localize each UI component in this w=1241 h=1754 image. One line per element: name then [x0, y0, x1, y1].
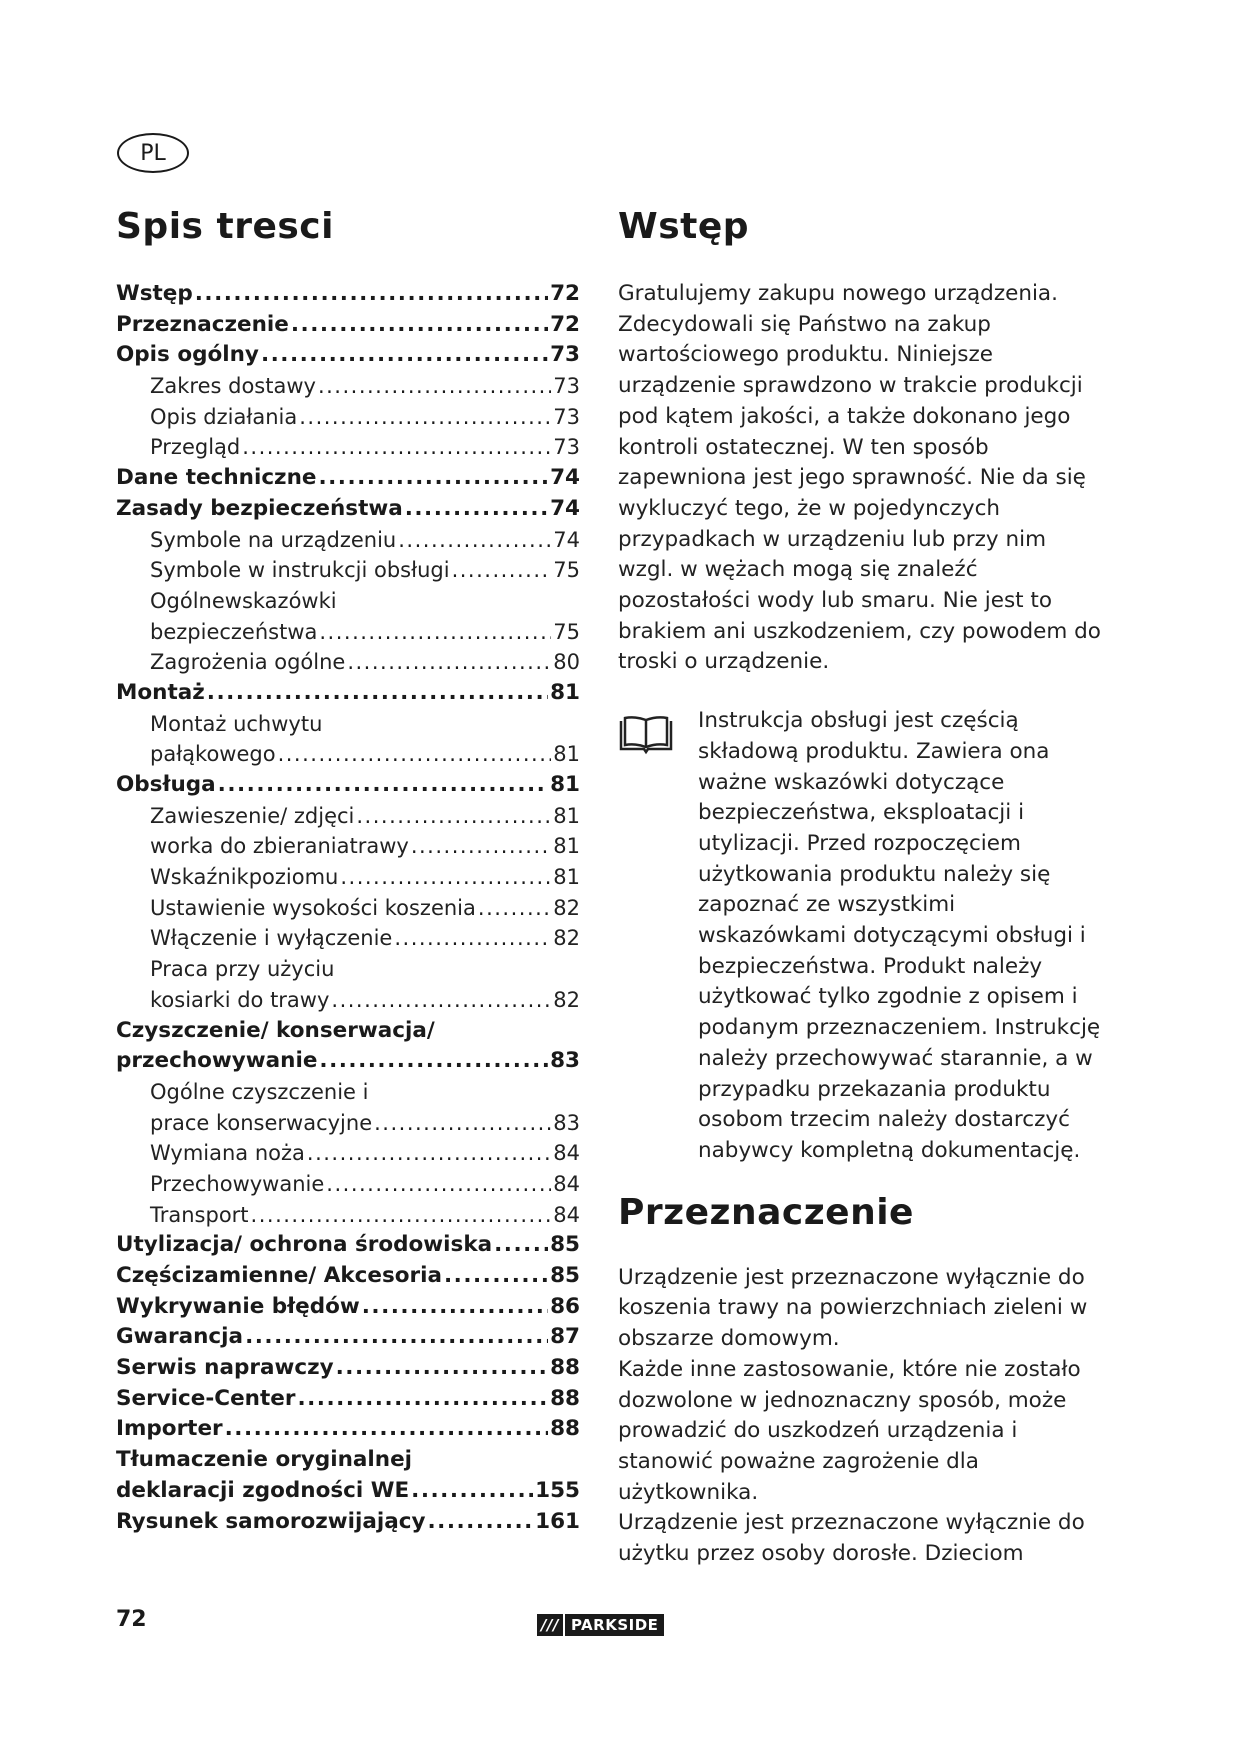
toc-entry	[116, 678, 580, 709]
toc-entry-page: 73	[553, 435, 580, 460]
toc-entry-label: Włączenie i wyłączenie	[150, 926, 393, 951]
toc-leader-dots	[362, 1292, 548, 1323]
toc-entry	[116, 279, 580, 310]
toc-entry-label: Ogólnewskazówki	[150, 588, 337, 613]
toc-entry-label: Zasady bezpieczeństwa	[116, 495, 403, 521]
toc-entry-page: 81	[553, 834, 580, 859]
toc-entry-label: worka do zbieraniatrawy	[150, 834, 409, 859]
toc-entry-label: Przegląd	[150, 435, 241, 460]
toc-entry-page: 161	[535, 1508, 580, 1534]
toc-entry	[116, 1292, 580, 1323]
toc-entry-page: 87	[550, 1324, 580, 1350]
toc-leader-dots	[411, 831, 551, 862]
purpose-p3: Urządzenie jest przeznaczone wyłącznie do użytku przez osoby dorosłe. Dzieciom	[618, 1510, 1085, 1567]
toc-entry	[116, 801, 580, 832]
toc-entry-label: Montaż	[116, 679, 205, 705]
toc-leader-dots	[195, 279, 548, 310]
manual-note	[618, 706, 1103, 1167]
toc-leader-dots	[318, 371, 551, 402]
toc-leader-dots	[291, 310, 548, 341]
toc-entry	[116, 1261, 580, 1292]
toc-title: Spis tresci	[116, 206, 334, 247]
intro-title: Wstęp	[618, 206, 750, 247]
toc-entry-label: deklaracji zgodności WE	[116, 1477, 410, 1503]
toc-leader-dots	[336, 1353, 548, 1384]
toc-entry-label: Opis działania	[150, 404, 298, 429]
toc-entry	[116, 647, 580, 678]
toc-entry	[116, 709, 580, 740]
toc-entry-page: 73	[553, 404, 580, 429]
purpose-p2: Każde inne zastosowanie, które nie zostało dozwolone w jednoznaczny sposób, może prowadzić do uszkodzeń urządzenia i stanowić poważne zagrożenie dla użytkownika.	[618, 1356, 1081, 1505]
toc-entry	[116, 310, 580, 341]
toc-entry	[116, 1322, 580, 1353]
toc-entry-label: kosiarki do trawy	[150, 987, 330, 1012]
toc-leader-dots	[374, 1108, 551, 1139]
toc-entry-label: Ogólne czyszczenie i	[150, 1079, 369, 1104]
purpose-p1: Urządzenie jest przeznaczone wyłącznie do koszenia trawy na powierzchniach zieleni w obszarze domowym.	[618, 1264, 1088, 1352]
toc-entry-page: 84	[553, 1202, 580, 1227]
toc-leader-dots	[452, 555, 552, 586]
lang-badge: PL	[117, 133, 189, 173]
toc-entry-label: Ustawienie wysokości koszenia	[150, 895, 476, 920]
toc-leader-dots	[318, 463, 548, 494]
purpose-title: Przeznaczenie	[618, 1191, 914, 1233]
toc-leader-dots	[428, 1507, 534, 1538]
toc-entry-page: 72	[550, 281, 580, 306]
toc-entry	[116, 770, 580, 801]
toc-entry-page: 86	[550, 1293, 580, 1319]
toc-entry-label: Tłumaczenie oryginalnej	[116, 1447, 413, 1473]
toc-entry-label: Czyszczenie/ konserwacja/	[116, 1017, 435, 1043]
toc-entry-page: 81	[553, 803, 580, 828]
toc-leader-dots	[245, 1322, 548, 1353]
toc-entry-page: 84	[553, 1141, 580, 1166]
toc-entry-page: 74	[550, 465, 580, 491]
toc-leader-dots	[242, 432, 551, 463]
toc-leader-dots	[297, 1384, 548, 1415]
toc-entry	[116, 494, 580, 525]
toc-entry	[116, 525, 580, 556]
toc-entry-page: 82	[553, 895, 580, 920]
book-icon	[618, 716, 674, 756]
toc-entry-label: Transport	[150, 1202, 249, 1227]
toc-entry-page: 88	[550, 1416, 580, 1442]
toc-entry	[116, 586, 580, 617]
toc-entry-label: Symbole w instrukcji obsługi	[150, 558, 450, 583]
toc-entry-label: Częścizamienne/ Akcesoria	[116, 1263, 443, 1288]
toc-entry-label: bezpieczeństwa	[150, 619, 318, 644]
toc-entry-label: Opis ogólny	[116, 342, 259, 368]
toc-entry-label: przechowywanie	[116, 1048, 318, 1074]
toc-entry-label: Przeznaczenie	[116, 311, 289, 337]
toc-entry-label: Przechowywanie	[150, 1171, 325, 1196]
toc-entry-page: 80	[553, 650, 580, 675]
toc-entry-page: 81	[553, 865, 580, 890]
toc-entry	[116, 1200, 580, 1231]
toc-entry	[116, 954, 580, 985]
toc-entry	[116, 340, 580, 371]
toc-entry-page: 73	[550, 342, 580, 368]
toc-entry-label: Montaż uchwytu	[150, 711, 323, 736]
note-text: Instrukcja obsługi jest częścią składową produktu. Zawiera ona ważne wskazówki dotyczące bezpieczeństwa, eksploatacji i utylizacji. Przed rozpoczęciem użytkowania produktu należy się zapoznać ze wszystkimi wskazówkami dotyczącymi obsługi i bezpieczeństwa. Produkt należy użytkować tylko zgodnie z opisem i podanym przeznaczeniem. Instrukcję należy przechowywać starannie, a w przypadku przekazania produktu osobom trzecim należy dostarczyć nabywcy kompletną dokumentację.	[698, 708, 1101, 1163]
toc-list	[116, 279, 580, 1537]
toc-entry-page: 82	[553, 926, 580, 951]
toc-entry-page: 83	[550, 1048, 580, 1074]
toc-entry-label: Obsługa	[116, 772, 216, 797]
toc-entry-label: Zagrożenia ogólne	[150, 650, 346, 675]
toc-leader-dots	[405, 494, 548, 525]
toc-entry-label: Zakres dostawy	[150, 374, 316, 399]
toc-entry-page: 88	[550, 1355, 580, 1381]
toc-entry	[116, 432, 580, 463]
toc-leader-dots	[478, 893, 551, 924]
toc-entry-label: Rysunek samorozwijający	[116, 1508, 426, 1534]
toc-entry-page: 88	[550, 1385, 580, 1411]
intro-paragraph: Gratulujemy zakupu nowego urządzenia. Zdecydowali się Państwo na zakup wartościowego produktu. Niniejsze urządzenie sprawdzono w trakcie produkcji pod kątem jakości, a także dokonano jego kontroli ostatecznej. W ten sposób zapewniona jest jego sprawność. Nie da się wykluczyć tego, że w pojedynczych przypadkach w urządzeniu lub przy nim wzgl. w wężach mogą się znaleźć pozostałości wody lub smaru. Nie jest to brakiem ani uszkodzeniem, czy powodem do troski o urządzenie.	[618, 281, 1101, 675]
page-number: 72	[116, 1607, 147, 1632]
toc-leader-dots	[299, 402, 551, 433]
toc-entry	[116, 831, 580, 862]
toc-leader-dots	[319, 1046, 548, 1077]
toc-entry	[116, 1169, 580, 1200]
toc-entry-page: 85	[550, 1263, 580, 1288]
toc-entry	[116, 893, 580, 924]
toc-section	[116, 203, 580, 1537]
toc-entry	[116, 1476, 580, 1507]
toc-entry-label: Zawieszenie/ zdjęci	[150, 803, 355, 828]
toc-leader-dots	[394, 923, 551, 954]
toc-entry-page: 75	[553, 558, 580, 583]
content-column	[618, 203, 1103, 1570]
toc-entry	[116, 371, 580, 402]
toc-leader-dots	[356, 801, 551, 832]
toc-entry	[116, 1384, 580, 1415]
toc-entry-label: Wskaźnikpoziomu	[150, 865, 339, 890]
toc-entry	[116, 923, 580, 954]
toc-leader-dots	[261, 340, 548, 371]
toc-entry-page: 74	[550, 495, 580, 521]
toc-entry-label: pałąkowego	[150, 742, 276, 767]
toc-entry	[116, 402, 580, 433]
logo-name: PARKSIDE	[563, 1614, 664, 1636]
toc-leader-dots	[340, 862, 551, 893]
toc-leader-dots	[326, 1169, 551, 1200]
toc-entry-page: 75	[553, 619, 580, 644]
toc-entry	[116, 1138, 580, 1169]
toc-entry-label: prace konserwacyjne	[150, 1110, 373, 1135]
toc-entry-label: Utylizacja/ ochrona środowiska	[116, 1232, 493, 1258]
toc-leader-dots	[494, 1230, 548, 1261]
toc-entry	[116, 1077, 580, 1108]
toc-leader-dots	[218, 770, 548, 801]
toc-entry-page: 85	[550, 1232, 580, 1258]
toc-entry	[116, 862, 580, 893]
toc-entry-label: Wstęp	[116, 281, 193, 306]
toc-entry-page: 83	[553, 1110, 580, 1135]
toc-entry-page: 81	[550, 679, 580, 705]
toc-entry-page: 155	[535, 1477, 580, 1503]
toc-leader-dots	[307, 1138, 551, 1169]
toc-entry	[116, 739, 580, 770]
toc-entry	[116, 1353, 580, 1384]
toc-entry	[116, 617, 580, 648]
toc-leader-dots	[251, 1200, 552, 1231]
toc-entry	[116, 1108, 580, 1139]
toc-entry-label: Symbole na urządzeniu	[150, 527, 397, 552]
toc-leader-dots	[444, 1261, 548, 1292]
logo-slashes: ///	[541, 1616, 559, 1634]
toc-entry	[116, 1445, 580, 1476]
toc-entry	[116, 555, 580, 586]
toc-entry-label: Serwis naprawczy	[116, 1355, 334, 1381]
toc-entry	[116, 463, 580, 494]
toc-entry-label: Importer	[116, 1416, 223, 1442]
toc-entry-page: 74	[553, 527, 580, 552]
toc-entry	[116, 1046, 580, 1077]
toc-entry	[116, 1507, 580, 1538]
toc-entry	[116, 1016, 580, 1047]
toc-leader-dots	[398, 525, 551, 556]
toc-leader-dots	[411, 1476, 533, 1507]
toc-leader-dots	[331, 985, 551, 1016]
toc-entry	[116, 985, 580, 1016]
toc-entry-page: 81	[550, 772, 580, 797]
toc-entry-label: Praca przy użyciu	[150, 957, 335, 982]
toc-entry-page: 82	[553, 987, 580, 1012]
toc-entry-page: 84	[553, 1171, 580, 1196]
toc-entry-label: Gwarancja	[116, 1324, 244, 1350]
toc-entry-page: 73	[553, 374, 580, 399]
toc-entry-label: Wykrywanie błędów	[116, 1293, 360, 1319]
toc-entry-label: Dane techniczne	[116, 465, 317, 491]
toc-leader-dots	[319, 617, 551, 648]
toc-leader-dots	[278, 739, 552, 770]
toc-leader-dots	[207, 678, 548, 709]
toc-entry-label: Wymiana noża	[150, 1141, 305, 1166]
toc-leader-dots	[225, 1414, 548, 1445]
parkside-logo	[537, 1614, 664, 1636]
toc-entry-page: 81	[553, 742, 580, 767]
toc-leader-dots	[347, 647, 551, 678]
toc-entry-label: Service-Center	[116, 1385, 296, 1411]
toc-entry-page: 72	[550, 311, 580, 337]
toc-entry	[116, 1414, 580, 1445]
toc-entry	[116, 1230, 580, 1261]
